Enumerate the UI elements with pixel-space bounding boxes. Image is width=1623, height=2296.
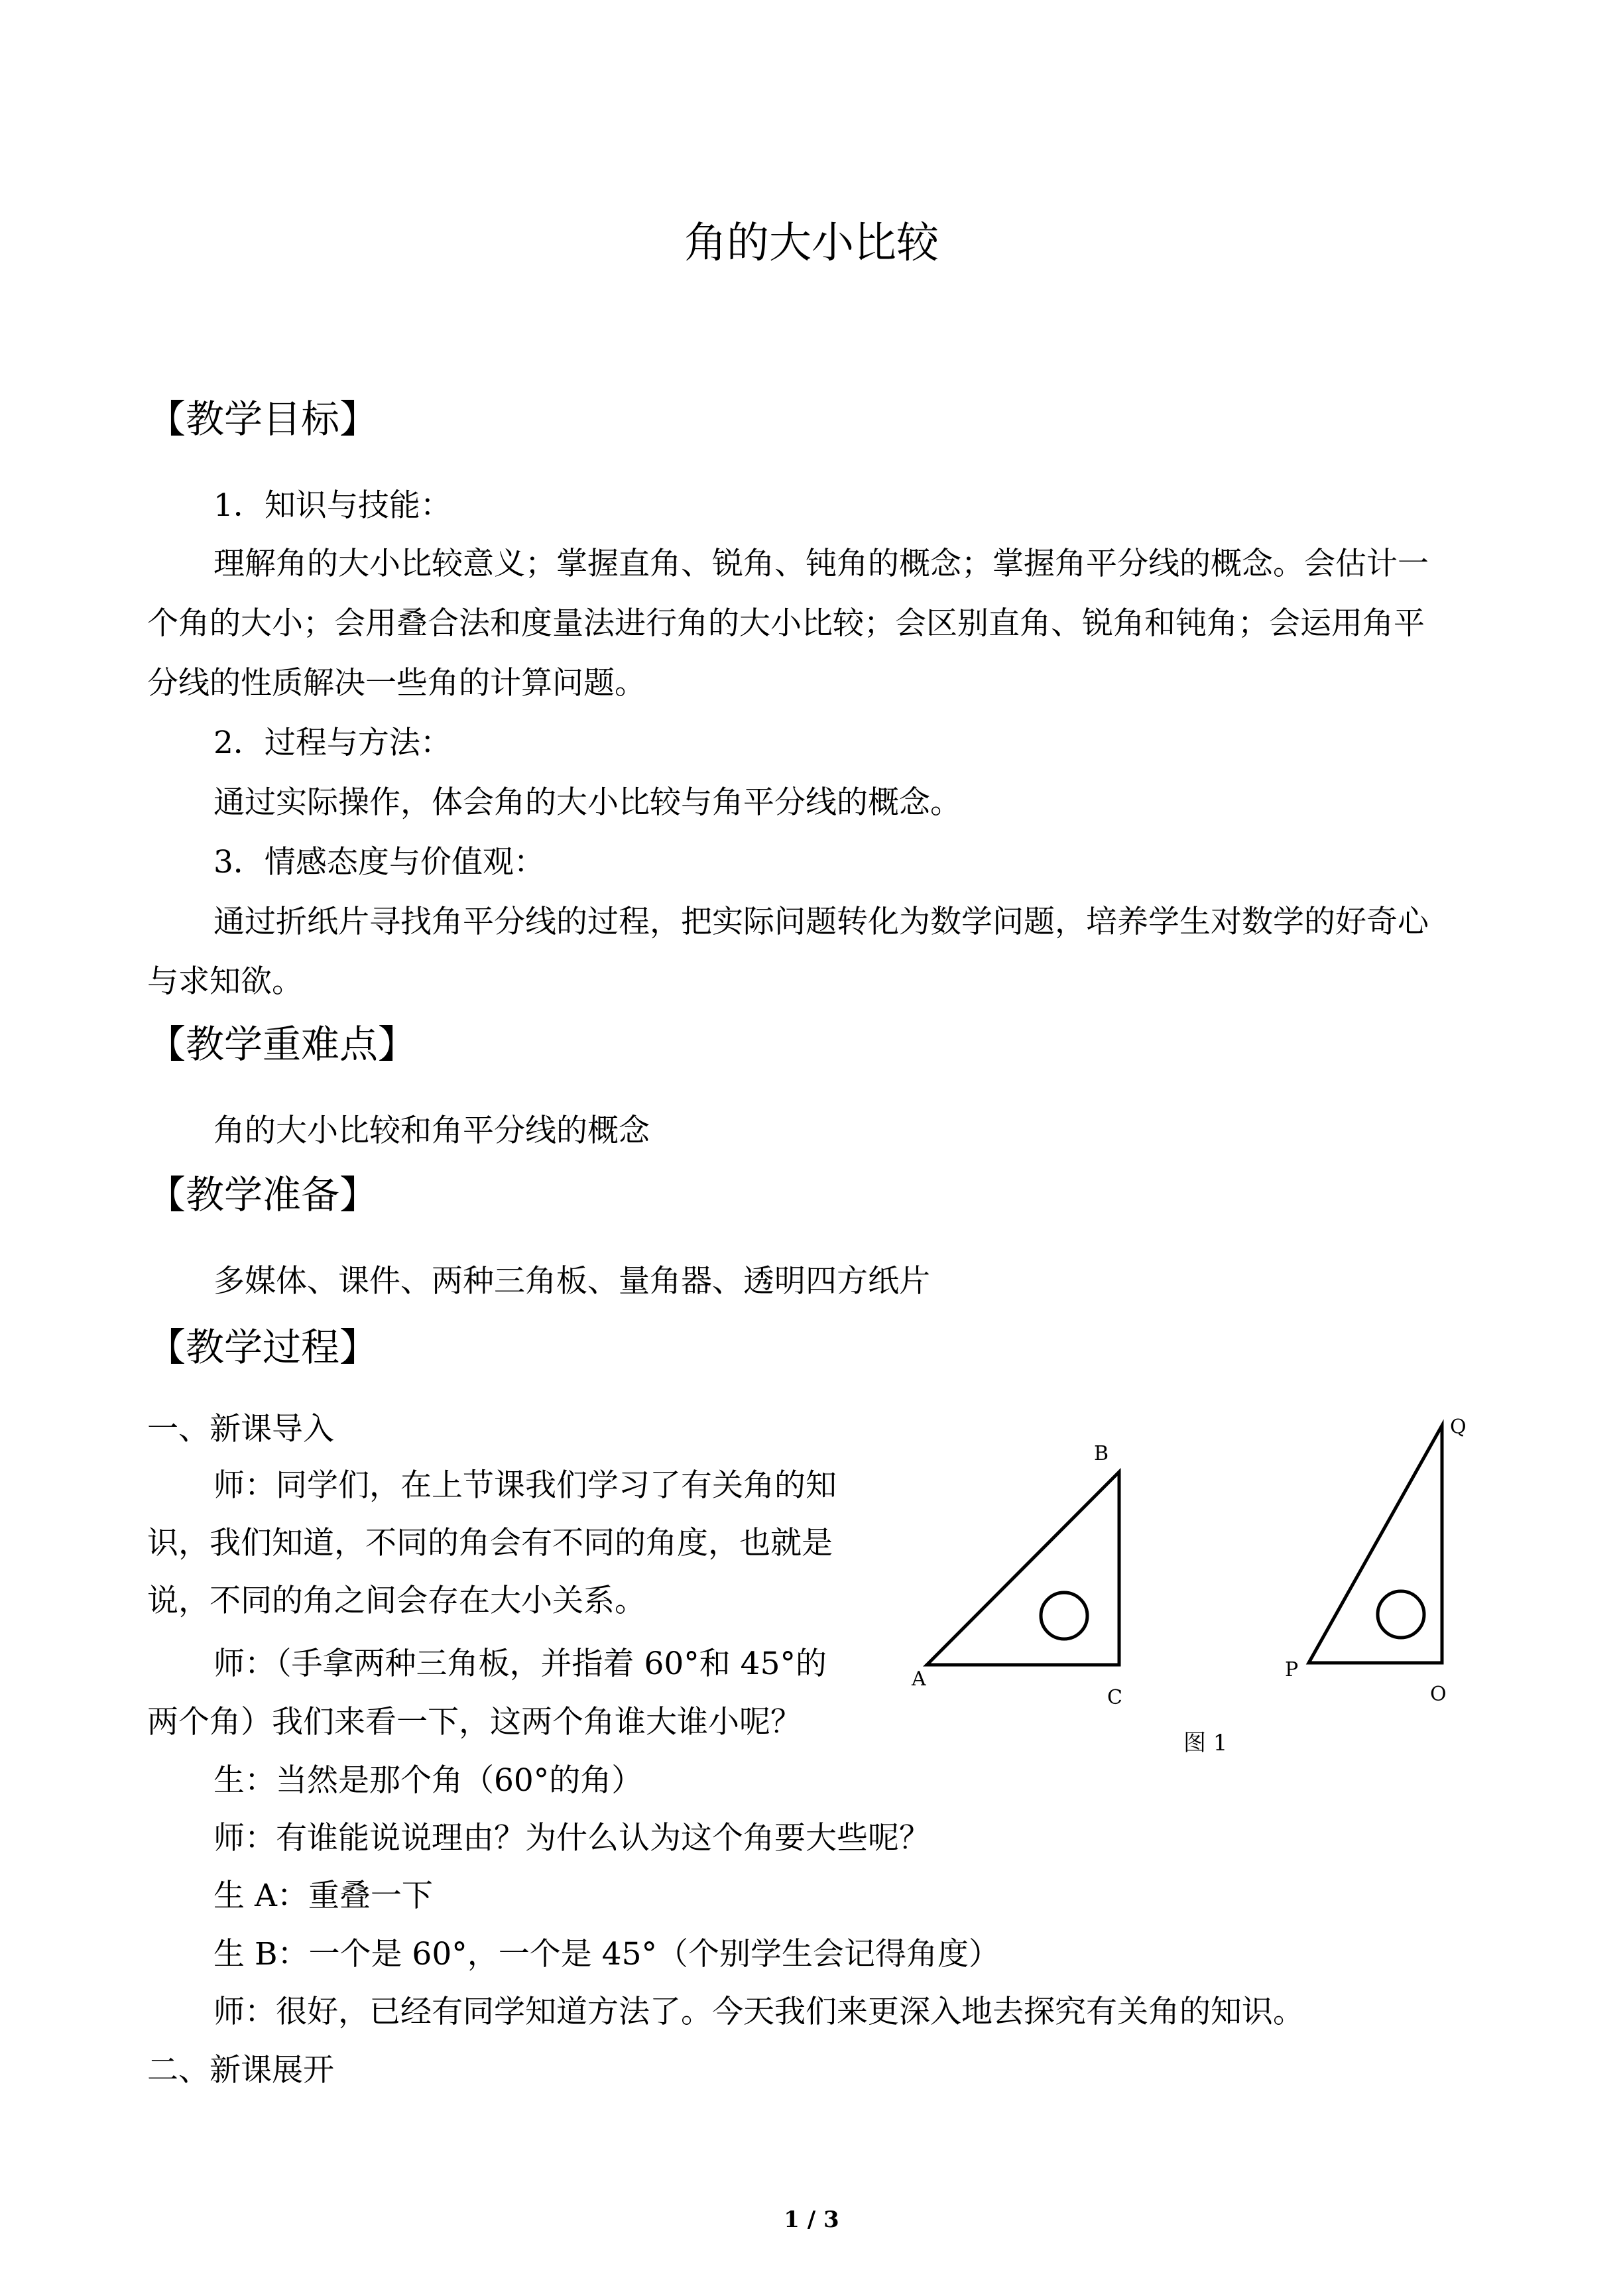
figure-1 — [882, 1399, 1512, 1770]
obj2-label: 2．过程与方法： — [213, 725, 451, 761]
p5: 生 A：重叠一下 — [213, 1878, 433, 1914]
triangle-pqo-hole — [1378, 1591, 1424, 1638]
prep-heading: 【教学准备】 — [147, 1172, 379, 1217]
objectives-heading: 【教学目标】 — [147, 396, 379, 442]
obj1-line3: 分线的性质解决一些角的计算问题。 — [147, 665, 646, 701]
p7: 师：很好，已经有同学知道方法了。今天我们来更深入地去探究有关角的知识。 — [213, 1994, 1304, 2030]
p4: 师：有谁能说说理由？为什么认为这个角要大些呢？ — [213, 1820, 930, 1856]
p1-line2: 识，我们知道，不同的角会有不同的角度，也就是 — [147, 1525, 833, 1561]
process-heading: 【教学过程】 — [147, 1325, 379, 1370]
page-title: 角的大小比较 — [684, 219, 939, 268]
p1-line3: 说，不同的角之间会存在大小关系。 — [147, 1583, 646, 1619]
label-q: Q — [1450, 1416, 1467, 1439]
obj3-line2: 与求知欲。 — [147, 963, 303, 1000]
obj3-line1: 通过折纸片寻找角平分线的过程，把实际问题转化为数学问题，培养学生对数学的好奇心 — [213, 904, 1429, 940]
part1-title: 一、新课导入 — [147, 1411, 334, 1447]
obj1-label: 1．知识与技能： — [213, 487, 451, 524]
figure-caption: 图 1 — [1183, 1730, 1228, 1756]
keypoints-heading: 【教学重难点】 — [147, 1022, 417, 1067]
p2-line1: 师：（手拿两种三角板，并指着 60°和 45°的 — [213, 1646, 827, 1682]
triangle-abc — [927, 1472, 1119, 1665]
p3: 生：当然是那个角（60°的角） — [213, 1762, 643, 1799]
label-p: P — [1285, 1658, 1299, 1681]
part2-title: 二、新课展开 — [147, 2052, 334, 2088]
label-c: C — [1107, 1686, 1122, 1709]
p2-line2: 两个角）我们来看一下，这两个角谁大谁小呢？ — [147, 1704, 802, 1740]
obj2-text: 通过实际操作，体会角的大小比较与角平分线的概念。 — [213, 784, 961, 821]
page-number: 1 / 3 — [784, 2206, 839, 2233]
obj3-label: 3．情感态度与价值观： — [213, 844, 545, 880]
triangle-abc-hole — [1041, 1593, 1087, 1639]
label-o: O — [1430, 1683, 1447, 1706]
obj1-line2: 个角的大小；会用叠合法和度量法进行角的大小比较；会区别直角、锐角和钝角；会运用角平 — [147, 605, 1425, 642]
p6: 生 B：一个是 60°，一个是 45°（个别学生会记得角度） — [213, 1936, 1000, 1972]
prep-text: 多媒体、课件、两种三角板、量角器、透明四方纸片 — [213, 1263, 930, 1299]
obj1-line1: 理解角的大小比较意义；掌握直角、锐角、钝角的概念；掌握角平分线的概念。会估计一 — [213, 546, 1429, 582]
label-b: B — [1094, 1442, 1109, 1465]
p1-line1: 师：同学们，在上节课我们学习了有关角的知 — [213, 1467, 837, 1504]
keypoints-text: 角的大小比较和角平分线的概念 — [213, 1113, 650, 1149]
label-a: A — [912, 1667, 926, 1691]
